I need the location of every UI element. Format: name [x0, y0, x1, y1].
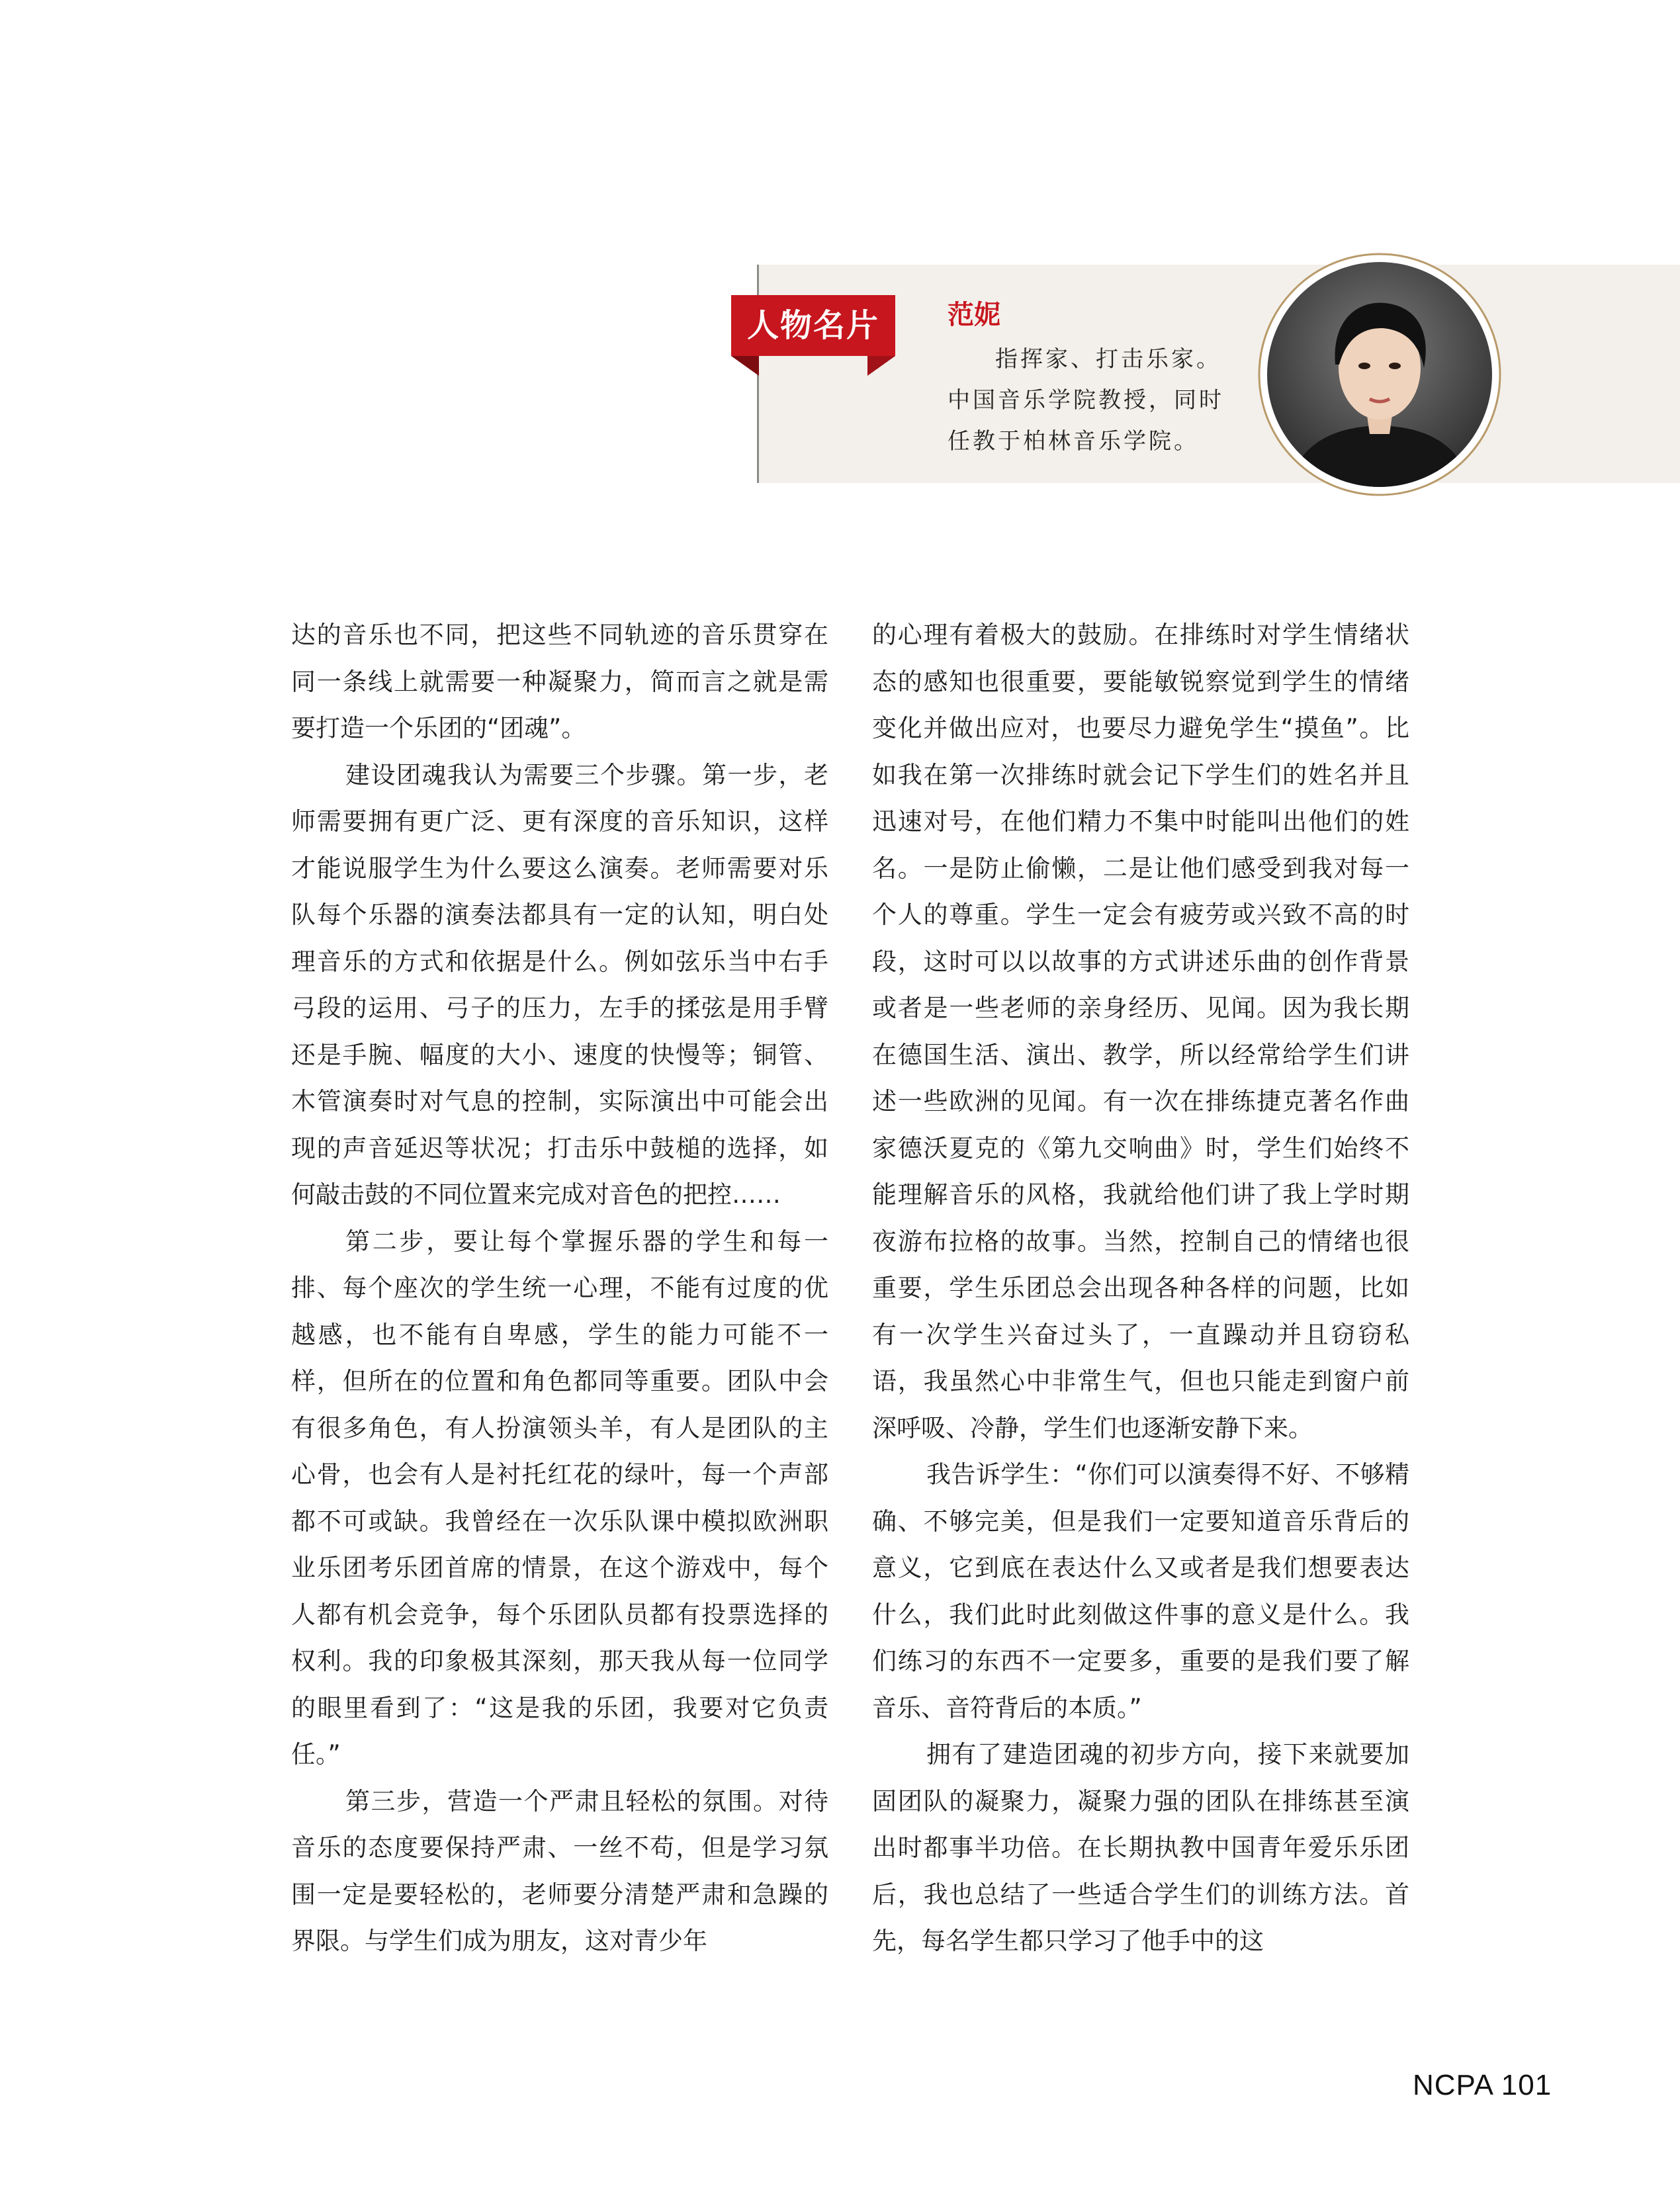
paragraph: 我告诉学生：“你们可以演奏得不好、不够精确、不够完美，但是我们一定要知道音乐背后的意义，它到底在表达什么又或者是我们想要表达什么，我们此时此刻做这件事的意义是什么。我们练习的东西不一定要多，重要的是我们要了解音乐、音符背后的本质。” [872, 1460, 1409, 1722]
article-left-column [291, 612, 828, 1965]
profile-tag-fold-right [867, 356, 895, 376]
profile-bio-line1: 指挥家、打击乐家。 [995, 346, 1221, 372]
paragraph: 的心理有着极大的鼓励。在排练时对学生情绪状态的感知也很重要，要能敏锐察觉到学生的情绪变化并做出应对，也要尽力避免学生“摸鱼”。比如我在第一次排练时就会记下学生们的姓名并且迅速对号，在他们精力不集中时能叫出他们的姓名。一是防止偷懒，二是让他们感受到我对每一个人的尊重。学生一定会有疲劳或兴致不高的时段，这时可以以故事的方式讲述乐曲的创作背景或者是一些老师的亲身经历、见闻。因为我长期在德国生活、演出、教学，所以经常给学生们讲述一些欧洲的见闻。有一次在排练捷克著名作曲家德沃夏克的《第九交响曲》时，学生们始终不能理解音乐的风格，我就给他们讲了我上学时期夜游布拉格的故事。当然，控制自己的情绪也很重要，学生乐团总会出现各种各样的问题，比如有一次学生兴奋过头了，一直躁动并且窃窃私语，我虽然心中非常生气，但也只能走到窗户前深呼吸、冷静，学生们也逐渐安静下来。 [872, 621, 1409, 1442]
portrait-photo [1257, 252, 1502, 497]
paragraph: 拥有了建造团魂的初步方向，接下来就要加固团队的凝聚力，凝聚力强的团队在排练甚至演出时都事半功倍。在长期执教中国青年爱乐乐团后，我也总结了一些适合学生们的训练方法。首先，每名学生都只学习了他手中的这 [872, 1740, 1409, 1955]
profile-tag-fold [731, 356, 759, 376]
profile-tag: 人物名片 [731, 295, 895, 356]
profile-bio-line2: 中国音乐学院教授，同时任教于柏林音乐学院。 [948, 387, 1224, 455]
paragraph: 建设团魂我认为需要三个步骤。第一步，老师需要拥有更广泛、更有深度的音乐知识，这样才能说服学生为什么要这么演奏。老师需要对乐队每个乐器的演奏法都具有一定的认知，明白处理音乐的方式和依据是什么。例如弦乐当中右手弓段的运用、弓子的压力，左手的揉弦是用手臂还是手腕、幅度的大小、速度的快慢等；铜管、木管演奏时对气息的控制，实际演出中可能会出现的声音延迟等状况；打击乐中鼓槌的选择，如何敲击鼓的不同位置来完成对音色的把控…… [291, 760, 828, 1209]
article-right-column [872, 612, 1409, 1965]
profile-name: 范妮 [948, 299, 1000, 330]
paragraph: 第二步，要让每个掌握乐器的学生和每一排、每个座次的学生统一心理，不能有过度的优越感，也不能有自卑感，学生的能力可能不一样，但所在的位置和角色都同等重要。团队中会有很多角色，有人扮演领头羊，有人是团队的主心骨，也会有人是衬托红花的绿叶，每一个声部都不可或缺。我曾经在一次乐队课中模拟欧洲职业乐团考乐团首席的情景，在这个游戏中，每个人都有机会竞争，每个乐团队员都有投票选择的权利。我的印象极其深刻，那天我从每一位同学的眼里看到了：“这是我的乐团，我要对它负责任。” [291, 1227, 828, 1769]
profile-bio [948, 339, 1232, 462]
page-folio: NCPA 101 [1413, 2069, 1552, 2101]
paragraph: 达的音乐也不同，把这些不同轨迹的音乐贯穿在同一条线上就需要一种凝聚力，简而言之就是需要打造一个乐团的“团魂”。 [291, 621, 828, 742]
paragraph: 第三步，营造一个严肃且轻松的氛围。对待音乐的态度要保持严肃、一丝不苟，但是学习氛围一定是要轻松的，老师要分清楚严肃和急躁的界限。与学生们成为朋友，这对青少年 [291, 1786, 828, 1955]
